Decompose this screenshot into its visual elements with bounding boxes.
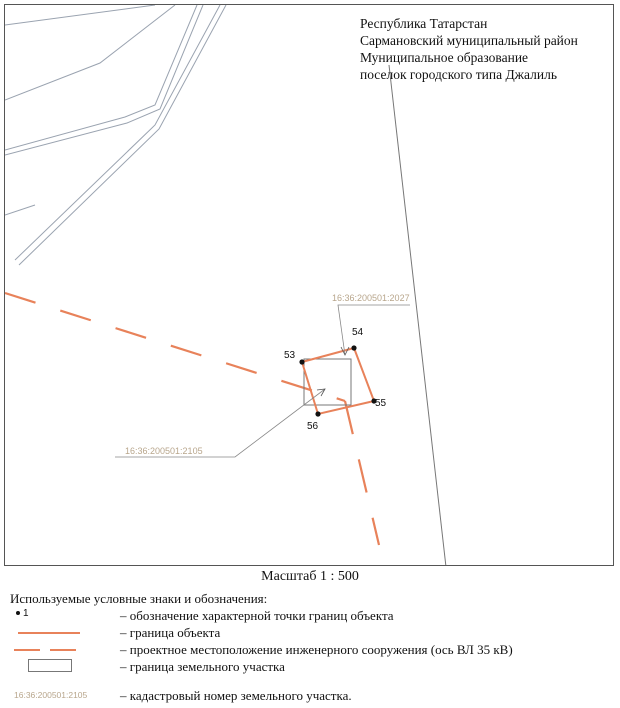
legend-point-number: 1 bbox=[23, 608, 29, 619]
road-line-6 bbox=[15, 5, 220, 260]
road-line-8 bbox=[389, 65, 446, 566]
legend-symbol-box bbox=[10, 658, 120, 675]
road-line-2 bbox=[5, 5, 175, 100]
legend-item-parcel-boundary bbox=[10, 658, 610, 675]
point-label-56: 56 bbox=[307, 421, 319, 432]
parcel-box-icon bbox=[28, 659, 72, 672]
road-lines bbox=[5, 5, 446, 566]
road-line-5 bbox=[5, 205, 35, 215]
legend-text-cadastral: – кадастровый номер земельного участка. bbox=[120, 688, 352, 703]
legend-text-object-boundary: – граница объекта bbox=[120, 625, 221, 640]
point-53[interactable] bbox=[299, 359, 304, 364]
legend-item-projected-line bbox=[10, 641, 610, 658]
road-line-1 bbox=[5, 5, 155, 25]
parcel-boundary[interactable] bbox=[304, 359, 351, 405]
point-54[interactable] bbox=[351, 345, 356, 350]
legend-symbol-dashed-line bbox=[10, 641, 120, 658]
legend bbox=[10, 591, 610, 704]
point-label-54: 54 bbox=[352, 327, 364, 338]
point-label-55: 55 bbox=[375, 398, 387, 409]
point-label-53: 53 bbox=[284, 350, 296, 361]
projected-line-segment-south bbox=[345, 401, 379, 545]
dashed-line-icon bbox=[14, 649, 82, 651]
map-frame[interactable] bbox=[4, 4, 614, 566]
address-block bbox=[360, 15, 578, 83]
road-line-4 bbox=[5, 5, 203, 155]
legend-text-point: – обозначение характерной точки границ объекта bbox=[120, 608, 394, 623]
legend-item-cadastral bbox=[10, 687, 610, 704]
address-line-settlement: поселок городского типа Джалиль bbox=[360, 67, 557, 82]
cadastral-label-2105: 16:36:200501:2105 bbox=[125, 446, 203, 456]
legend-item-object-boundary bbox=[10, 624, 610, 641]
boundary-points bbox=[284, 327, 387, 432]
legend-text-parcel-boundary: – граница земельного участка bbox=[120, 659, 285, 674]
legend-symbol-point bbox=[10, 607, 120, 624]
legend-title: Используемые условные знаки и обозначения: bbox=[10, 591, 268, 606]
legend-symbol-solid-line bbox=[10, 624, 120, 641]
projected-line bbox=[5, 293, 379, 545]
address-line-district: Сармановский муниципальный район bbox=[360, 33, 578, 48]
point-dot-icon bbox=[16, 611, 20, 615]
point-56[interactable] bbox=[315, 411, 320, 416]
legend-text-projected-line: – проектное местоположение инженерного сооружения (ось ВЛ 35 кВ) bbox=[120, 642, 513, 657]
scale-label: Масштаб 1 : 500 bbox=[261, 569, 359, 584]
object-boundary[interactable] bbox=[302, 348, 374, 414]
legend-cadastral-sample: 16:36:200501:2105 bbox=[14, 690, 88, 700]
cadastral-label-2027: 16:36:200501:2027 bbox=[332, 293, 410, 303]
projected-line-segment-west bbox=[5, 293, 345, 401]
address-line-republic: Республика Татарстан bbox=[360, 16, 488, 31]
solid-line-icon bbox=[18, 632, 80, 634]
legend-symbol-cadastral bbox=[10, 687, 120, 704]
address-line-municipality: Муниципальное образование bbox=[360, 50, 529, 65]
map-canvas bbox=[5, 5, 614, 566]
legend-item-point bbox=[10, 607, 610, 624]
road-line-3 bbox=[5, 5, 197, 150]
